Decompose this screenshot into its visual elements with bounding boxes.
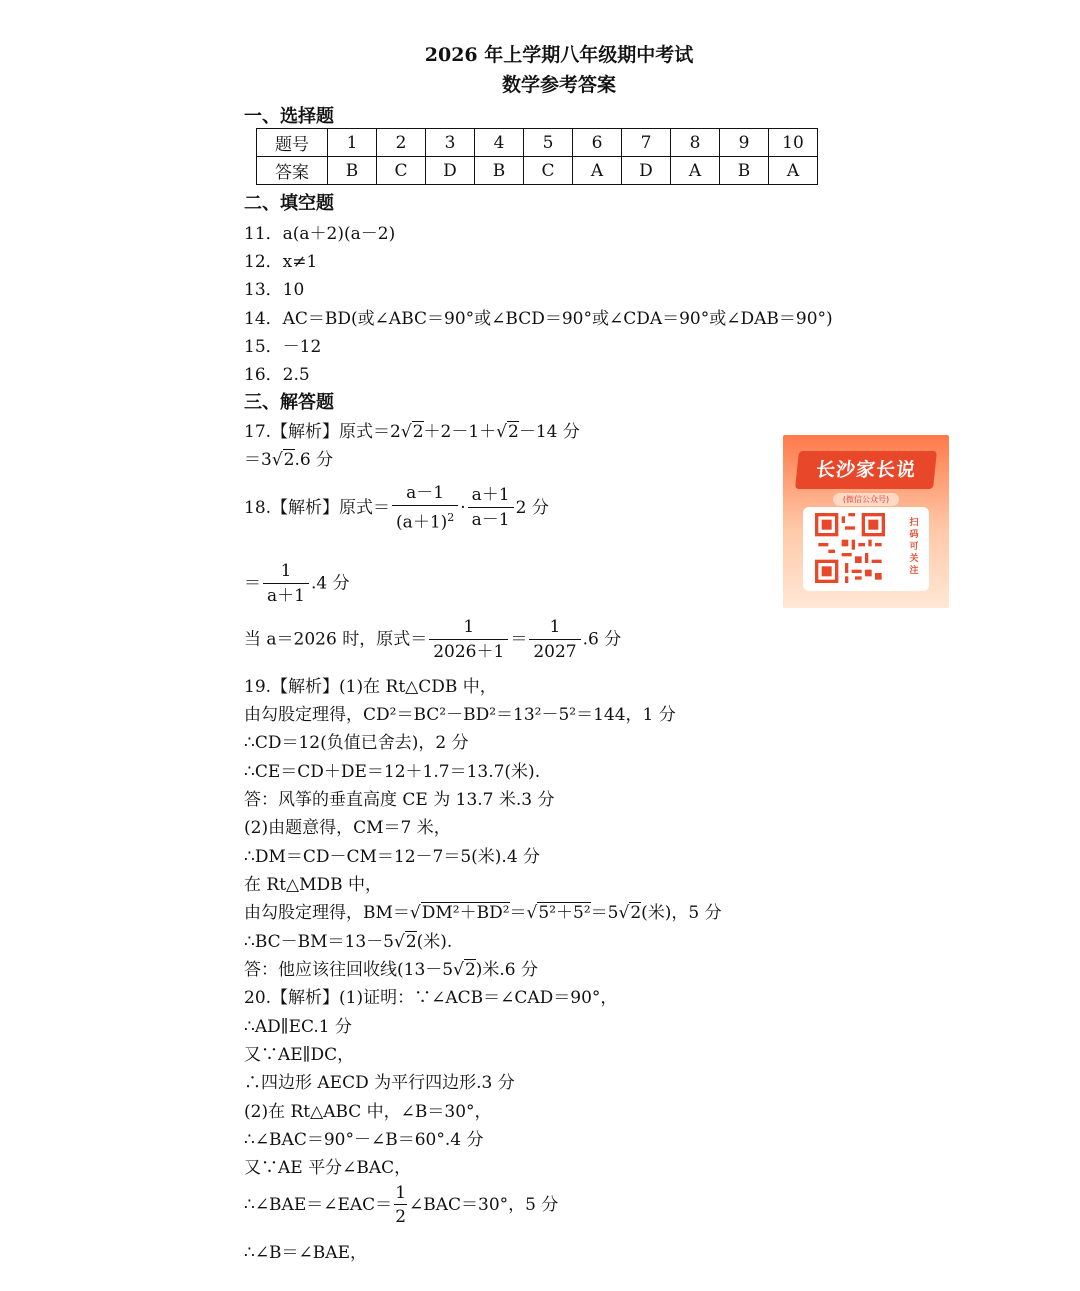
q19-line: 19.【解析】(1)在 Rt△CDB 中， [244,677,497,697]
numerator: a－1 [392,482,458,506]
q18-score: .6 分 [582,629,622,650]
q17-score: －14 分 [518,422,580,442]
q20-line: (2)在 Rt△ABC 中，∠B＝30°， [244,1102,492,1122]
q19-line-answer [244,955,538,980]
sqrt-radicand: 2 [464,960,476,980]
table-cell: 10 [769,129,818,157]
q19-text: 答：他应该往回收线(13－5 [244,960,454,980]
table-cell: A [573,157,622,185]
sqrt-radicand: 2 [412,422,424,442]
numerator: 1 [429,616,508,640]
denominator: 2026＋1 [433,642,505,662]
wechat-qr-ad[interactable] [783,435,949,608]
q17-line1 [244,417,580,442]
q18-text: ＝ [510,629,528,650]
fill-answer-14: 14．AC＝BD(或∠ABC＝90°或∠BCD＝90°或∠CDA＝90°或∠DAB＝90°) [244,309,833,329]
q17-text: ＝3 [244,450,272,470]
fraction [394,1182,407,1229]
table-cell: 3 [426,129,475,157]
sqrt-sign: √ [496,422,508,442]
fill-answer-12: 12．x≠1 [244,252,318,272]
table-cell: 4 [475,129,524,157]
q18-line1 [244,482,549,535]
sqrt-radicand: 2 [630,903,642,923]
fraction [429,616,508,664]
denominator: a＋1 [267,586,305,606]
qr-code-icon [815,513,885,583]
page-title: 2026 年上学期八年级期中考试 [424,44,694,66]
q19-line: ∴CD＝12(负值已舍去)，2 分 [244,733,469,753]
denominator [392,506,458,535]
table-cell: 6 [573,129,622,157]
q18-line3 [244,616,621,664]
sqrt-sign: √ [271,450,283,470]
table-row-numbers [257,129,818,157]
q20-line-angle [244,1182,558,1229]
table-cell: B [328,157,377,185]
dot-operator: · [460,497,466,518]
q17-text: ＋2－1＋ [423,422,497,442]
exponent: 2 [447,511,455,524]
q18-line2 [244,560,350,608]
q20-line: ∴四边形 AECD 为平行四边形.3 分 [244,1073,515,1093]
sqrt-sign: √ [526,903,538,923]
q19-text: ∴BC－BM＝13－5 [244,932,394,952]
q18-text: 当 a＝2026 时，原式＝ [244,629,428,650]
table-cell: 1 [328,129,377,157]
numerator: a＋1 [468,484,514,508]
ad-qr-card [803,507,929,591]
sqrt-radicand: 2 [508,422,519,442]
sqrt-sign: √ [618,903,630,923]
q18-text: 18.【解析】原式＝ [244,497,391,518]
choice-answer-table [256,128,818,185]
q20-score: ∠BAC＝30°，5 分 [409,1195,559,1215]
q19-score: (米)，5 分 [641,903,722,923]
q20-line-last: ∴∠B＝∠BAE， [244,1243,367,1263]
q17-text: 17.【解析】原式＝2 [244,422,401,442]
q19-text: (米). [416,932,453,952]
table-header-label: 题号 [257,129,328,157]
q19-score: )米.6 分 [475,960,539,980]
fraction [529,616,580,664]
denominator: 2 [395,1207,407,1227]
q20-line: ∴AD∥EC.1 分 [244,1017,353,1037]
q18-score: 2 分 [515,497,549,518]
q18-score: .4 分 [310,573,350,594]
q19-text: 由勾股定理得，BM＝ [244,903,410,923]
table-row-answers [257,157,818,185]
fraction [468,484,514,532]
fraction [392,482,458,535]
fill-answer-16: 16．2.5 [244,365,310,385]
fraction [263,560,309,608]
table-answer-label: 答案 [257,157,328,185]
table-cell: 8 [671,129,720,157]
q20-line: 又∵AE∥DC， [244,1045,355,1065]
q17-line2 [244,445,333,470]
table-cell: 2 [377,129,426,157]
sqrt-sign: √ [453,960,464,980]
q20-line: ∴∠BAC＝90°－∠B＝60°.4 分 [244,1130,484,1150]
table-cell: A [671,157,720,185]
sqrt-radicand: 2 [405,932,417,952]
q19-line-bc [244,927,452,952]
table-cell: C [377,157,426,185]
q19-line: (2)由题意得，CM＝7 米， [244,818,451,838]
sqrt-radicand: 5²＋5² [538,903,591,923]
numerator: 1 [395,1183,407,1203]
fill-answer-15: 15．－12 [244,337,322,357]
denominator-text: (a＋1) [396,512,448,533]
denominator: a－1 [471,510,510,531]
q19-line: ∴DM＝CD－CM＝12－7＝5(米).4 分 [244,847,541,867]
q19-line: 由勾股定理得，CD²＝BC²－BD²＝13²－5²＝144，1 分 [244,705,676,725]
q20-text: ∴∠BAE＝∠EAC＝ [244,1195,393,1215]
q19-line: ∴CE＝CD＋DE＝12＋1.7＝13.7(米). [244,762,541,782]
section-choice-heading: 一、选择题 [244,106,334,127]
table-cell: 5 [524,129,573,157]
q17-score: .6 分 [294,450,334,470]
q19-line: 在 Rt△MDB 中， [244,875,383,895]
table-cell: C [524,157,573,185]
q19-text: ＝ [509,903,527,923]
page-subtitle: 数学参考答案 [501,74,616,96]
table-cell: D [426,157,475,185]
q19-line: 答：风筝的垂直高度 CE 为 13.7 米.3 分 [244,790,555,810]
q20-line: 20.【解析】(1)证明：∵∠ACB＝∠CAD＝90°， [244,988,618,1008]
q19-line-bm [244,898,722,923]
sqrt-sign: √ [409,903,421,923]
ad-banner-title: 长沙家长说 [795,451,937,489]
q20-line: 又∵AE 平分∠BAC， [244,1158,412,1178]
section-solve-heading: 三、解答题 [244,392,334,413]
ad-subtitle: (微信公众号) [833,493,899,506]
fill-answer-11: 11．a(a＋2)(a－2) [244,224,396,244]
denominator: 2027 [533,642,577,662]
table-cell: 9 [720,129,769,157]
ad-side-text: 扫码可关注 [909,518,919,576]
q18-text: ＝ [244,573,261,594]
table-cell: A [769,157,818,185]
sqrt-sign: √ [393,932,405,952]
sqrt-sign: √ [400,422,412,442]
numerator: 1 [263,560,309,584]
fill-answer-13: 13．10 [244,280,305,300]
numerator: 1 [529,616,580,640]
table-cell: D [622,157,671,185]
sqrt-radicand: 2 [283,450,295,470]
sqrt-radicand: DM²＋BD² [421,903,510,923]
q19-text: ＝5 [590,903,619,923]
table-cell: B [720,157,769,185]
section-fill-heading: 二、填空题 [244,193,334,214]
table-cell: 7 [622,129,671,157]
table-cell: B [475,157,524,185]
